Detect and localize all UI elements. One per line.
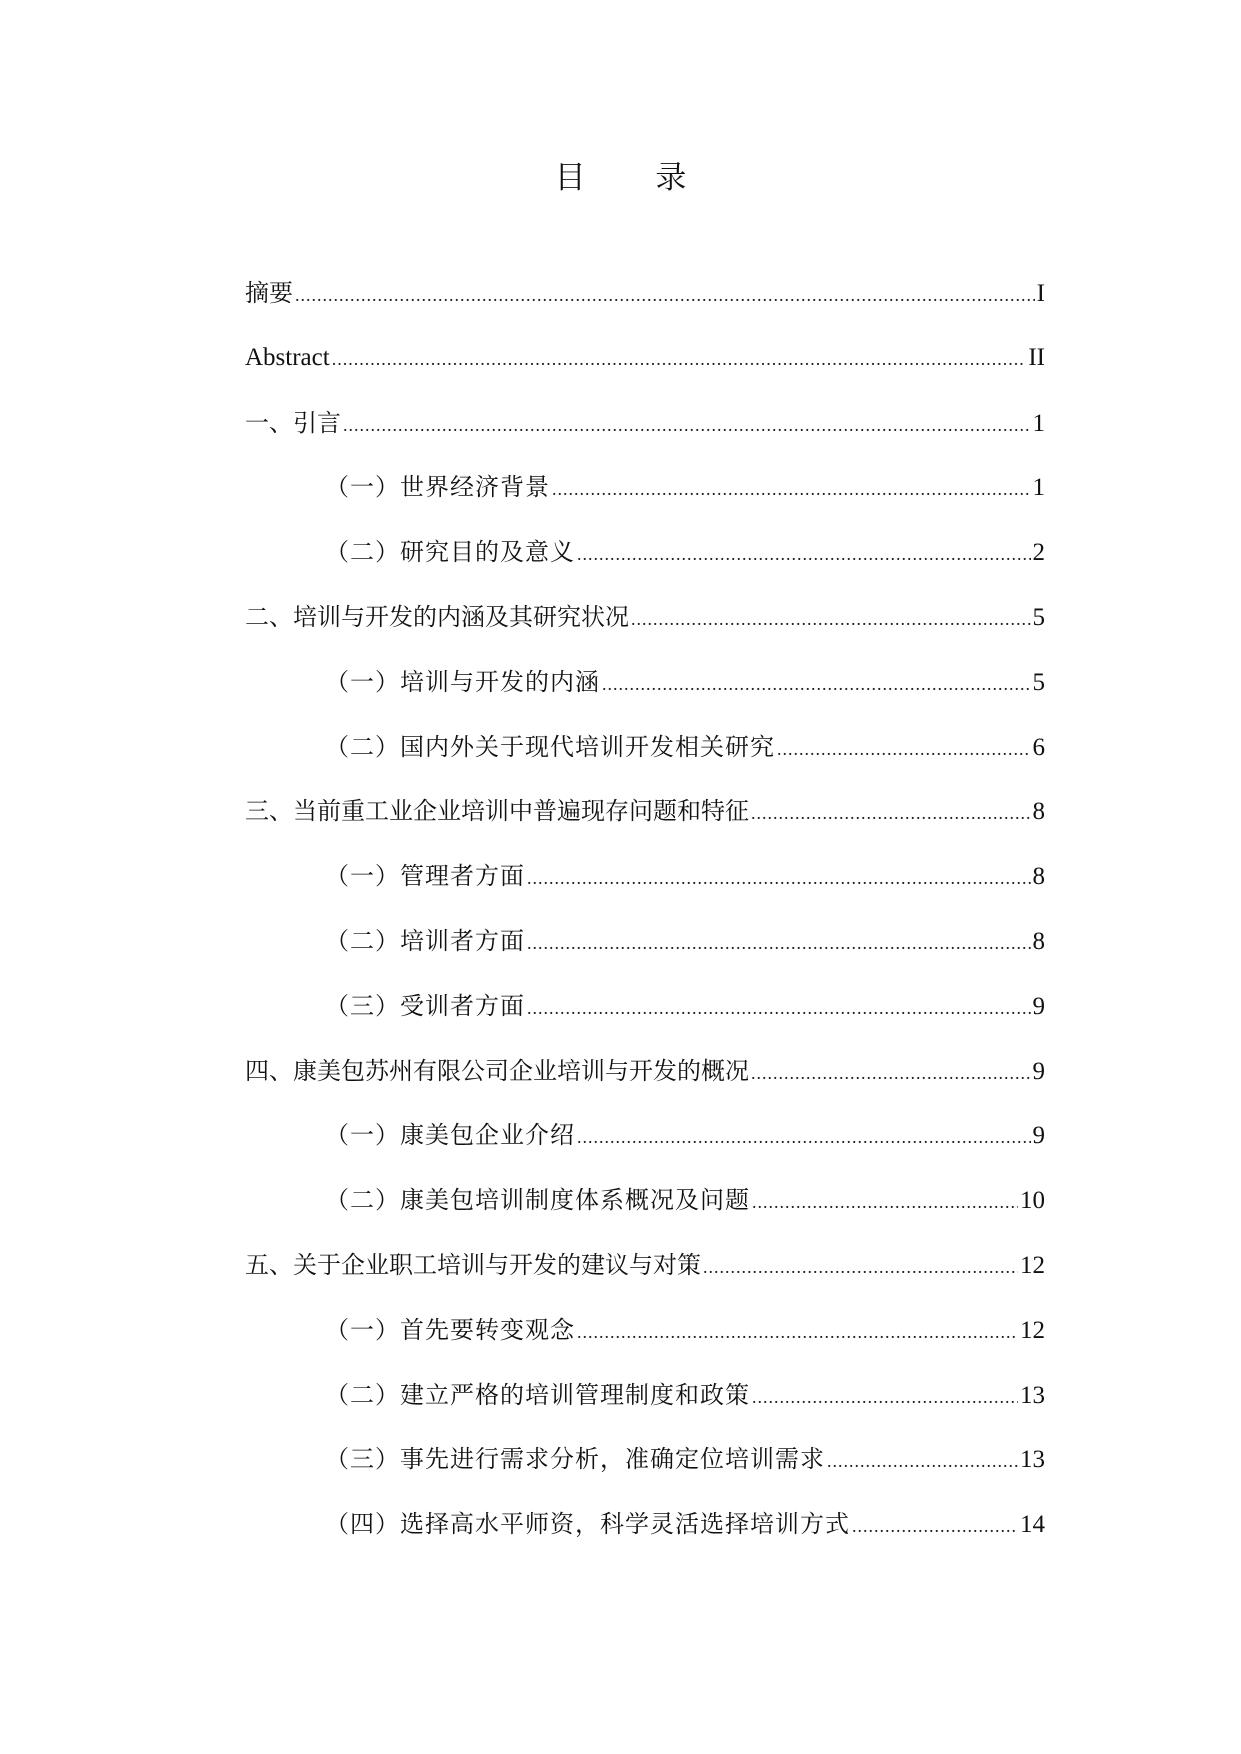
toc-entry-label: （一）世界经济背景 xyxy=(325,473,550,502)
toc-entry-section-3-1[interactable] xyxy=(245,861,1045,926)
toc-entry-label: 三、当前重工业企业培训中普遍现存问题和特征 xyxy=(245,797,749,826)
toc-dot-leader xyxy=(852,1511,1018,1541)
toc-dot-leader xyxy=(777,734,1031,764)
toc-entry-chapter-4[interactable] xyxy=(245,1056,1045,1121)
toc-dot-leader xyxy=(602,669,1031,699)
toc-entry-section-5-2[interactable] xyxy=(245,1380,1045,1445)
toc-entry-label: （二）康美包培训制度体系概况及问题 xyxy=(325,1186,750,1215)
toc-entry-section-5-1[interactable] xyxy=(245,1315,1045,1380)
toc-dot-leader xyxy=(295,280,1035,310)
toc-entry-label: 二、培训与开发的内涵及其研究状况 xyxy=(245,602,629,631)
toc-entry-label: （一）管理者方面 xyxy=(325,862,525,891)
toc-entry-label: （三）受训者方面 xyxy=(325,991,525,1020)
toc-entry-section-2-1[interactable] xyxy=(245,667,1045,732)
toc-entry-chapter-1[interactable] xyxy=(245,408,1045,473)
toc-entry-section-5-3[interactable] xyxy=(245,1444,1045,1509)
toc-entry-chapter-2[interactable] xyxy=(245,602,1045,667)
toc-page-number: 8 xyxy=(1032,863,1045,891)
toc-entry-label: Abstract xyxy=(245,343,330,371)
toc-page-number: 13 xyxy=(1020,1381,1045,1409)
toc-dot-leader xyxy=(527,993,1031,1023)
toc-entry-label: （二）培训者方面 xyxy=(325,926,525,955)
toc-page-number: 2 xyxy=(1032,539,1045,567)
toc-entry-label: （三）事先进行需求分析，准确定位培训需求 xyxy=(325,1445,825,1474)
toc-entry-label: （四）选择高水平师资，科学灵活选择培训方式 xyxy=(325,1510,850,1539)
toc-dot-leader xyxy=(527,928,1031,958)
toc-entry-label: （二）国内外关于现代培训开发相关研究 xyxy=(325,732,775,761)
toc-entry-label: （二）建立严格的培训管理制度和政策 xyxy=(325,1380,750,1409)
table-of-contents xyxy=(245,278,1045,1574)
toc-entry-section-1-2[interactable] xyxy=(245,537,1045,602)
toc-page-number: 12 xyxy=(1020,1251,1045,1279)
toc-dot-leader xyxy=(752,1187,1018,1217)
toc-page-number: 10 xyxy=(1020,1187,1045,1215)
toc-entry-label: （一）首先要转变观念 xyxy=(325,1315,575,1344)
toc-page-number: 1 xyxy=(1032,474,1045,502)
toc-page-number: 8 xyxy=(1032,927,1045,955)
toc-dot-leader xyxy=(752,1382,1018,1412)
toc-dot-leader xyxy=(332,344,1027,374)
toc-dot-leader xyxy=(827,1446,1018,1476)
toc-entry-section-4-2[interactable] xyxy=(245,1185,1045,1250)
toc-entry-section-4-1[interactable] xyxy=(245,1120,1045,1185)
toc-dot-leader xyxy=(751,798,1031,828)
toc-entry-label: 一、引言 xyxy=(245,408,341,437)
toc-entry-section-3-2[interactable] xyxy=(245,926,1045,991)
toc-dot-leader xyxy=(703,1252,1018,1282)
toc-entry-abstract-cn[interactable] xyxy=(245,278,1045,343)
toc-page-number: I xyxy=(1036,280,1045,307)
toc-entry-section-1-1[interactable] xyxy=(245,472,1045,537)
toc-page-number: 5 xyxy=(1032,668,1045,696)
toc-dot-leader xyxy=(577,539,1031,569)
toc-page-number: 12 xyxy=(1020,1316,1045,1344)
toc-entry-abstract-en[interactable] xyxy=(245,343,1045,408)
toc-page-number: 5 xyxy=(1032,603,1045,631)
toc-page-number: 14 xyxy=(1020,1511,1045,1539)
toc-entry-section-2-2[interactable] xyxy=(245,732,1045,797)
toc-entry-label: （一）康美包企业介绍 xyxy=(325,1121,575,1150)
toc-dot-leader xyxy=(343,410,1031,440)
toc-entry-label: 摘要 xyxy=(245,279,293,307)
toc-page-number: II xyxy=(1028,343,1045,371)
toc-page-number: 8 xyxy=(1032,798,1045,826)
toc-entry-label: （一）培训与开发的内涵 xyxy=(325,667,600,696)
toc-dot-leader xyxy=(577,1317,1018,1347)
toc-dot-leader xyxy=(552,474,1031,504)
toc-page-number: 13 xyxy=(1020,1446,1045,1474)
toc-entry-label: 五、关于企业职工培训与开发的建议与对策 xyxy=(245,1250,701,1279)
toc-entry-section-5-4[interactable] xyxy=(245,1509,1045,1574)
toc-page-number: 9 xyxy=(1032,1057,1045,1085)
toc-entry-chapter-5[interactable] xyxy=(245,1250,1045,1315)
toc-entry-label: 四、康美包苏州有限公司企业培训与开发的概况 xyxy=(245,1056,749,1085)
toc-page-number: 9 xyxy=(1032,1122,1045,1150)
page-title: 目 录 xyxy=(554,160,717,196)
toc-dot-leader xyxy=(577,1122,1031,1152)
toc-dot-leader xyxy=(631,604,1031,634)
toc-page-number: 9 xyxy=(1032,992,1045,1020)
toc-dot-leader xyxy=(751,1058,1031,1088)
toc-page-number: 6 xyxy=(1032,733,1045,761)
toc-page-number: 1 xyxy=(1032,409,1045,437)
toc-entry-label: （二）研究目的及意义 xyxy=(325,538,575,567)
toc-entry-chapter-3[interactable] xyxy=(245,796,1045,861)
toc-entry-section-3-3[interactable] xyxy=(245,991,1045,1056)
toc-dot-leader xyxy=(527,863,1031,893)
